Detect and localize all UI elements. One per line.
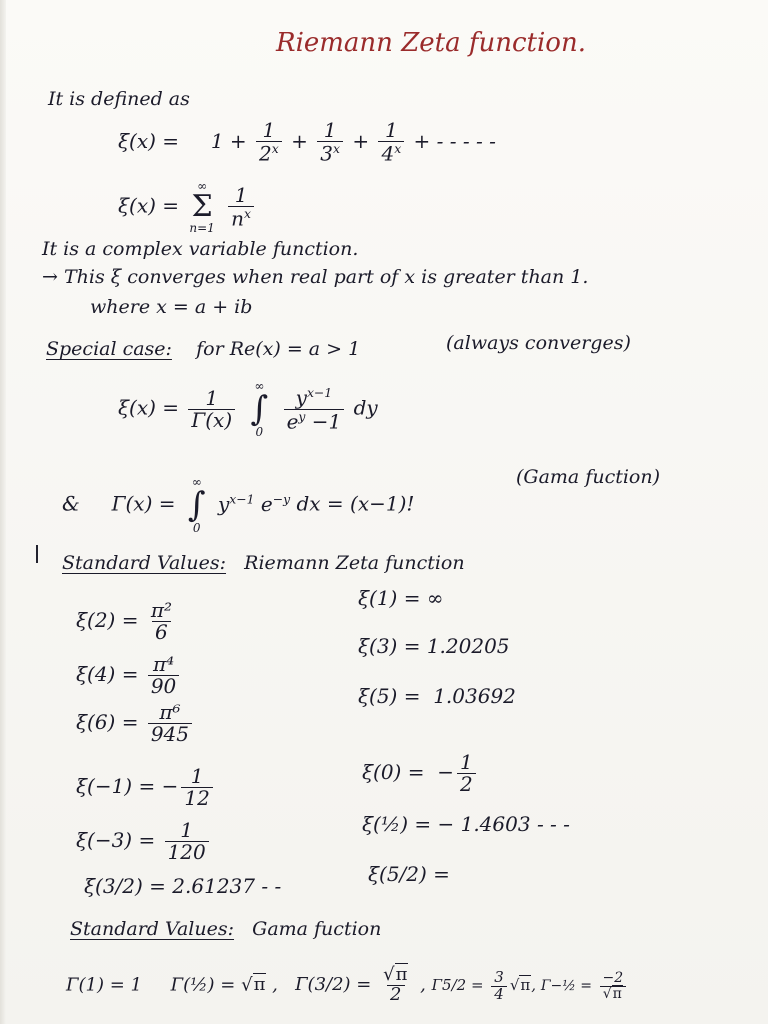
plus-sign: + — [352, 128, 370, 153]
sum-term: $\frac{1}{n^x}$ — [228, 185, 254, 230]
gamma-definition — [62, 476, 414, 534]
series-tail: + - - - - - — [413, 128, 496, 153]
special-case-equation — [118, 380, 378, 438]
zeta-6-value: ξ(6) = $\frac{\text{π⁶}}{945}$ — [76, 702, 195, 745]
special-case-label: Special case: — [46, 338, 172, 360]
gamma-neg-half-value: Γ−½ = $\frac{-2}{√\pi}$ — [541, 978, 629, 994]
standard-zeta-name: Riemann Zeta function — [244, 552, 465, 574]
special-differential: dy — [353, 395, 378, 420]
reciprocal-gamma: $\frac{1}{\Gamma(x)}$ — [188, 388, 235, 431]
zeta-five-half-value: ξ(5/2) = — [368, 862, 450, 886]
gamma-half-value: Γ(½) = √π , — [170, 974, 284, 996]
gamma-five-half-value: Γ5/2 = $\frac{3}{4}$ √π, — [431, 968, 541, 1003]
margin-mark — [36, 545, 38, 563]
series-term-3: $\frac{1}{3^x}$ — [317, 120, 343, 165]
zeta-1-value: ξ(1) = ∞ — [358, 586, 444, 610]
integral-symbol: ∞ ∫ 0 — [187, 475, 206, 535]
standard-values-label: Standard Values: — [70, 918, 235, 940]
zeta-neg1-value: ξ(−1) = − $\frac{1}{12}$ — [76, 766, 216, 809]
note-complex: It is a complex variable function. — [42, 238, 359, 260]
series-lhs: ξ(x) = — [118, 128, 180, 153]
standard-gamma-name: Gama fuction — [252, 918, 382, 940]
standard-zeta-heading — [62, 552, 465, 574]
gamma-differential: dx — [296, 491, 321, 516]
special-case-remark: (always converges) — [446, 332, 631, 354]
zeta-half-value: ξ(½) = − 1.4603 - - - — [362, 812, 570, 836]
special-lhs: ξ(x) = — [118, 395, 180, 420]
special-case-condition: for Re(x) = a > 1 — [196, 338, 361, 360]
integral-symbol: ∞ ∫ 0 — [250, 379, 269, 439]
zeta-0-value: ξ(0) = − $\frac{1}{2}$ — [362, 752, 479, 795]
sum-lhs: ξ(x) = — [118, 193, 180, 218]
page-fold-shadow — [0, 0, 6, 1024]
standard-gamma-heading — [70, 918, 381, 940]
page-title: Riemann Zeta function. — [276, 28, 586, 58]
series-term-2: $\frac{1}{2^x}$ — [256, 120, 282, 165]
gamma-1-value: Γ(1) = 1 — [66, 974, 142, 996]
zeta-2-value: ξ(2) = $\frac{\text{π²}}{6}$ — [76, 598, 172, 644]
gamma-factorial: = (x−1)! — [326, 491, 415, 516]
integrand: $\frac{y^{x-1}}{e^y -1}$ — [284, 386, 345, 432]
series-term-4: $\frac{1}{4^x}$ — [378, 120, 404, 165]
series-first-term: 1 + — [210, 128, 247, 153]
standard-values-label: Standard Values: — [62, 552, 227, 574]
gamma-prefix: & — [62, 491, 80, 516]
zeta-3-value: ξ(3) = 1.20205 — [358, 634, 510, 658]
zeta-sum-equation — [118, 180, 257, 234]
intro-line: It is defined as — [48, 88, 190, 110]
zeta-three-half-value: ξ(3/2) = 2.61237 - - — [84, 874, 282, 898]
zeta-series-equation — [118, 120, 496, 165]
note-converges: → This ξ converges when real part of x is greater than 1. — [42, 266, 589, 288]
zeta-neg3-value: ξ(−3) = $\frac{1}{120}$ — [76, 820, 212, 863]
gamma-integrand: $y^{x-1}$ $e^{-y}$ — [217, 490, 291, 516]
special-case-row — [46, 338, 360, 360]
gamma-remark: (Gama fuction) — [516, 466, 661, 488]
sigma-symbol: ∞ Σ n=1 — [189, 179, 215, 235]
plus-sign: + — [291, 128, 308, 153]
gamma-lhs: Γ(x) = — [111, 491, 176, 516]
zeta-5-value: ξ(5) = 1.03692 — [358, 684, 516, 708]
gamma-values-row: Γ(1) = 1 Γ(½) = √π , Γ(3/2) = $\frac{√\pi}{2}$ , Γ5/2 = $\frac{3}{4}$ √π, Γ−½ = $\frac{-2}{√\pi}$ — [66, 966, 629, 1005]
note-where: where x = a + ib — [90, 296, 253, 318]
zeta-4-value: ξ(4) = $\frac{\text{π⁴}}{90}$ — [76, 654, 182, 697]
gamma-three-half-value: Γ(3/2) = $\frac{√\pi}{2}$ — [295, 964, 408, 1005]
